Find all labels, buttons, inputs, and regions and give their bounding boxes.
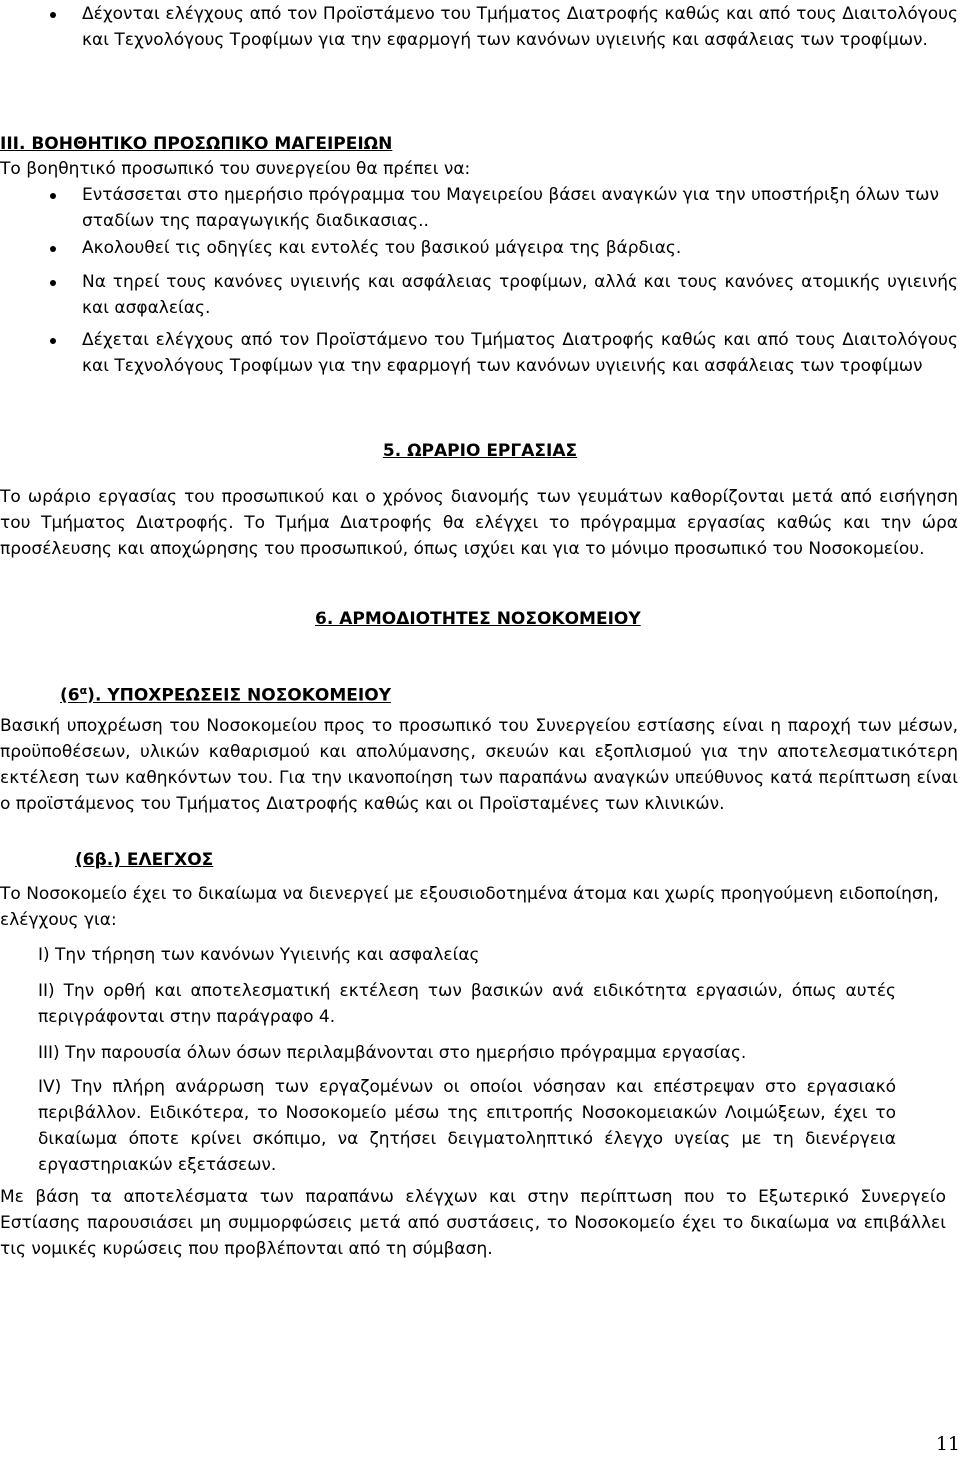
check-item-4: IV) Την πλήρη ανάρρωση των εργαζομένων οι οποίοι νόσησαν και επέστρεψαν στο εργασιακό περιβάλλον. Ειδικότερα, το Νοσοκομείο μέσω της επιτροπής Νοσοκομειακών Λοιμώξεων, έχει το δικαίωμα όποτε κρίνει σκόπιμο, να ζητήσει δειγματοληπτικό έλεγχο υγείας με τη διενέργεια εργαστηριακών εξετάσεων. bbox=[38, 1077, 896, 1175]
section-6a-heading-prefix: (6 bbox=[60, 685, 80, 706]
section-3-bullet-3: Να τηρεί τους κανόνες υγιεινής και ασφάλειας τροφίμων, αλλά και τους κανόνες ατομικής υγιεινής και ασφαλείας. bbox=[82, 272, 958, 318]
bullet-dot bbox=[50, 338, 56, 344]
section-6a-heading-superscript: α bbox=[79, 684, 88, 697]
check-item-2: ΙΙ) Την ορθή και αποτελεσματική εκτέλεση των βασικών ανά ειδικότητα εργασιών, όπως αυτές περιγράφονται στην παράγραφο 4. bbox=[38, 981, 896, 1027]
bullet-dot bbox=[50, 193, 56, 199]
section-3-bullet-1: Εντάσσεται στο ημερήσιο πρόγραμμα του Μαγειρείου βάσει αναγκών για την υποστήριξη όλων των σταδίων της παραγωγικής διαδικασιας.. bbox=[82, 185, 940, 231]
section-6b-intro: Το Νοσοκομείο έχει το δικαίωμα να διενεργεί με εξουσιοδοτημένα άτομα και χωρίς προηγούμενη ειδοποίηση, ελέγχους για: bbox=[0, 884, 939, 930]
section-3-bullet-4: Δέχεται ελέγχους από τον Προϊστάμενο του Τμήματος Διατροφής καθώς και από τους Διαιτολόγους και Τεχνολόγους Τροφίμων για την εφαρμογή των κανόνων υγιεινής και ασφάλειας των τροφίμων bbox=[82, 330, 958, 376]
section-6b-heading: (6β.) ΕΛΕΓΧΟΣ bbox=[75, 850, 214, 870]
check-item-1: Ι) Την τήρηση των κανόνων Υγιεινής και ασφαλείας bbox=[38, 945, 480, 965]
bullet-dot bbox=[50, 12, 56, 18]
section-5-body: Το ωράριο εργασίας του προσωπικού και ο χρόνος διανομής των γευμάτων καθορίζονται μετά από εισήγηση του Τμήματος Διατροφής. Το Τμήμα Διατροφής θα ελέγχει το πρόγραμμα εργασίας καθώς και την ώρα προσέλευσης και αποχώρησης του προσωπικού, όπως ισχύει και για το μόνιμο προσωπικό του Νοσοκομείου. bbox=[0, 487, 958, 559]
section-6a-body: Βασική υποχρέωση του Νοσοκομείου προς το προσωπικό του Συνεργείου εστίασης είναι η παροχή των μέσων, προϋποθέσεων, υλικών καθαρισμού και απολύμανσης, σκευών και εξοπλισμού για την αποτελεσματικότερη εκτέλεση των καθηκόντων του. Για την ικανοποίηση των παραπάνω αναγκών υπεύθυνος κατά περίπτωση είναι ο προϊστάμενος του Τμήματος Διατροφής καθώς και οι Προϊσταμένες των κλινικών. bbox=[0, 716, 958, 814]
check-item-3: ΙΙΙ) Την παρουσία όλων όσων περιλαμβάνονται στο ημερήσιο πρόγραμμα εργασίας. bbox=[38, 1043, 747, 1063]
section-6b-closing: Με βάση τα αποτελέσματα των παραπάνω ελέγχων και στην περίπτωση που το Εξωτερικό Συνεργείο Εστίασης παρουσιάσει μη συμμορφώσεις μετά από συστάσεις, το Νοσοκομείο έχει το δικαίωμα να επιβάλλει τις νομικές κυρώσεις που προβλέπονται από τη σύμβαση. bbox=[0, 1187, 946, 1259]
section-3-bullet-2: Ακολουθεί τις οδηγίες και εντολές του βασικού μάγειρα της βάρδιας. bbox=[82, 238, 682, 258]
top-bullet-text: Δέχονται ελέγχους από τον Προϊστάμενο του Τμήματος Διατροφής καθώς και από τους Διαιτολόγους και Τεχνολόγους Τροφίμων για την εφαρμογή των κανόνων υγιεινής και ασφάλειας των τροφίμων. bbox=[82, 4, 958, 50]
section-6a-heading bbox=[60, 678, 760, 709]
section-3-intro: Το βοηθητικό προσωπικό του συνεργείου θα πρέπει να: bbox=[0, 159, 471, 179]
section-6a-heading-suffix: ). ΥΠΟΧΡΕΩΣΕΙΣ ΝΟΣΟΚΟΜΕΙΟΥ bbox=[87, 685, 392, 706]
section-3-heading: ΙΙΙ. ΒΟΗΘΗΤΙΚΟ ΠΡΟΣΩΠΙΚΟ ΜΑΓΕΙΡΕΙΩΝ bbox=[0, 134, 393, 154]
page-number: 11 bbox=[935, 1433, 960, 1455]
bullet-dot bbox=[50, 280, 56, 286]
section-5-heading: 5. ΩΡΑΡΙΟ ΕΡΓΑΣΙΑΣ bbox=[382, 441, 578, 461]
bullet-dot bbox=[50, 246, 56, 252]
section-6-heading: 6. ΑΡΜΟΔΙΟΤΗΤΕΣ ΝΟΣΟΚΟΜΕΙΟΥ bbox=[315, 609, 641, 629]
